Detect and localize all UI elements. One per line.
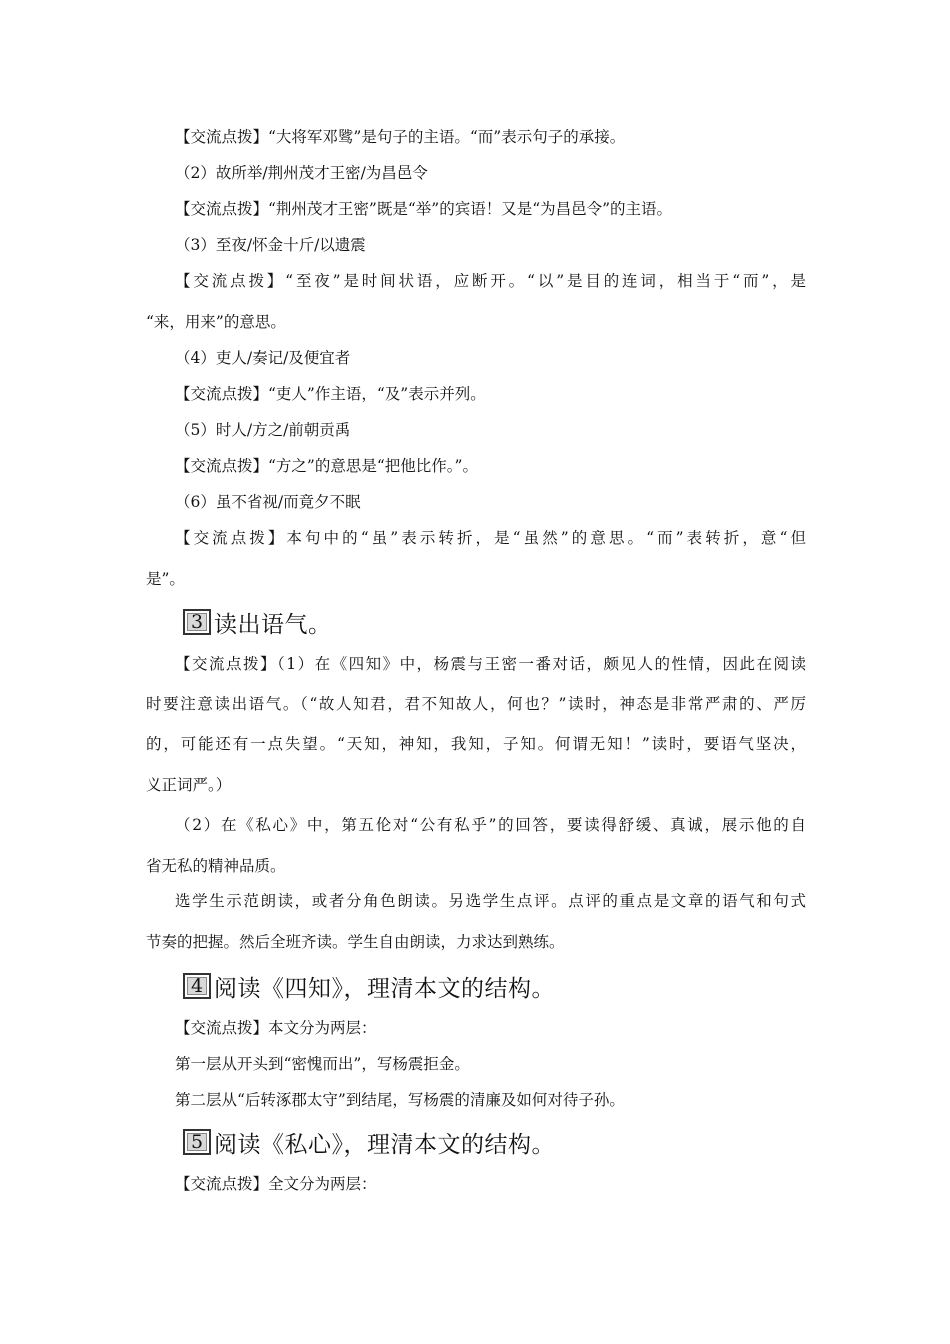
paragraph-line: 的，可能还有一点失望。“天知，神知，我知，子知。何谓无知！”读时，要语气坚决， xyxy=(146,735,806,753)
paragraph-line: “来，用来”的意思。 xyxy=(146,313,286,331)
section-number-badge: 3 xyxy=(183,609,211,635)
paragraph-line: 【交流点拨】全文分为两层： xyxy=(175,1175,377,1193)
paragraph-line: 时要注意读出语气。（“故人知君，君不知故人，何也？”读时，神态是非常严肃的、严厉 xyxy=(146,695,806,713)
paragraph-line: 【交流点拨】本句中的“虽”表示转折，是“虽然”的意思。“而”表转折，意“但 xyxy=(175,529,806,547)
paragraph-line: （5）时人/方之/前朝贡禹 xyxy=(175,421,351,439)
paragraph-line: （2）在《私心》中，第五伦对“公有私乎”的回答，要读得舒缓、真诚，展示他的自 xyxy=(175,816,806,834)
paragraph-line: 第一层从开头到“密愧而出”，写杨震拒金。 xyxy=(175,1055,470,1073)
paragraph-line: 【交流点拨】“大将军邓骘”是句子的主语。“而”表示句子的承接。 xyxy=(175,128,626,146)
section-number-badge: 5 xyxy=(183,1129,211,1155)
section-title: 读出语气。 xyxy=(214,611,332,638)
paragraph-line: （2）故所举/荆州茂才王密/为昌邑令 xyxy=(175,164,428,182)
paragraph-line: 节奏的把握。然后全班齐读。学生自由朗读，力求达到熟练。 xyxy=(146,933,565,951)
section-title: 阅读《私心》，理清本文的结构。 xyxy=(214,1131,555,1158)
paragraph-line: 【交流点拨】本文分为两层： xyxy=(175,1019,377,1037)
paragraph-line: 【交流点拨】（1）在《四知》中，杨震与王密一番对话，颇见人的性情，因此在阅读 xyxy=(175,655,806,673)
section-heading-4 xyxy=(183,970,555,1002)
paragraph-line: 【交流点拨】“荆州茂才王密”既是“举”的宾语！又是“为昌邑令”的主语。 xyxy=(175,200,673,218)
section-heading-5 xyxy=(183,1126,555,1158)
section-heading-3 xyxy=(183,606,332,638)
paragraph-line: 选学生示范朗读，或者分角色朗读。另选学生点评。点评的重点是文章的语气和句式 xyxy=(175,892,806,910)
section-title: 阅读《四知》，理清本文的结构。 xyxy=(214,975,555,1002)
paragraph-line: （6）虽不省视/而竟夕不眠 xyxy=(175,493,361,511)
paragraph-line: （3）至夜/怀金十斤/以遗震 xyxy=(175,236,366,254)
paragraph-line: 是”。 xyxy=(146,570,185,588)
paragraph-line: 义正词严。） xyxy=(146,776,232,794)
paragraph-line: 【交流点拨】“方之”的意思是“把他比作。”。 xyxy=(175,457,478,475)
paragraph-line: 省无私的精神品质。 xyxy=(146,857,286,875)
paragraph-line: （4）吏人/奏记/及便宜者 xyxy=(175,349,351,367)
section-number-badge: 4 xyxy=(183,973,211,999)
paragraph-line: 第二层从“后转涿郡太守”到结尾，写杨震的清廉及如何对待子孙。 xyxy=(175,1091,625,1109)
paragraph-line: 【交流点拨】“至夜”是时间状语，应断开。“以”是目的连词，相当于“而”，是 xyxy=(175,272,806,290)
paragraph-line: 【交流点拨】“吏人”作主语，“及”表示并列。 xyxy=(175,385,486,403)
